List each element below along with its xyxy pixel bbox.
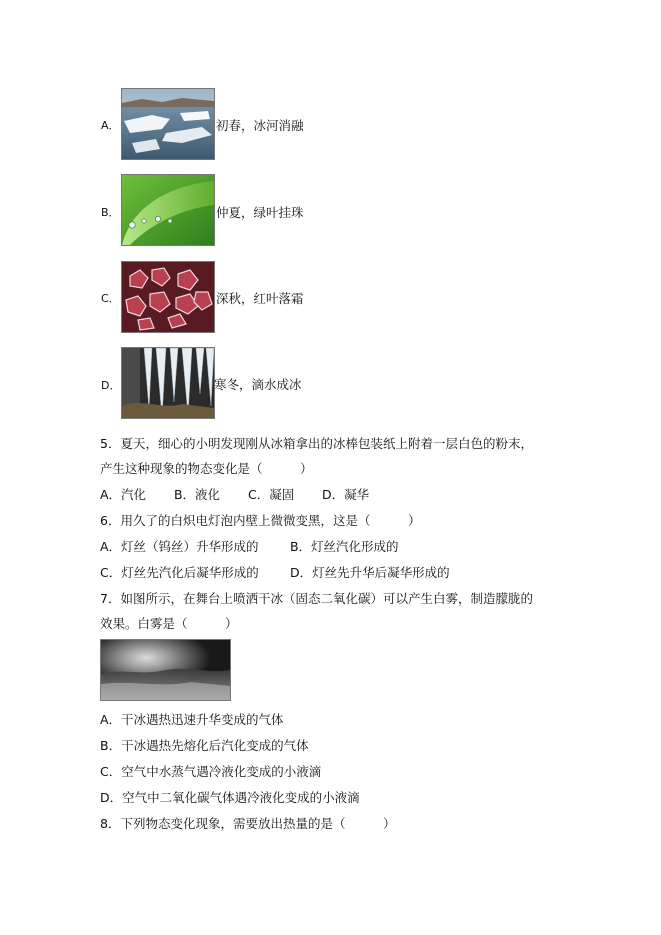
option-caption: 仲夏，绿叶挂珠 — [216, 205, 304, 220]
option-a: A．汽化 — [100, 487, 147, 502]
option-d: D．空气中二氧化碳气体遇冷液化变成的小液滴 — [100, 790, 360, 805]
option-caption: 寒冬，滴水成冰 — [214, 377, 302, 392]
options-row — [100, 485, 369, 503]
option-a: A．灯丝（钨丝）升华形成的 — [100, 539, 259, 554]
question-stem: 5．夏天，细心的小明发现刚从冰箱拿出的冰棒包装纸上附着一层白色的粉末， — [100, 436, 533, 451]
icicles-photo-icon — [121, 347, 215, 419]
frost-leaves-photo-icon — [121, 261, 215, 333]
ice-river-photo-icon — [121, 88, 215, 160]
option-b: B．干冰遇热先熔化后汽化变成的气体 — [100, 738, 309, 753]
stage-fog-photo-icon — [100, 639, 231, 701]
option-caption: 初春，冰河消融 — [216, 118, 304, 133]
option-letter: D． — [101, 379, 121, 392]
question-stem: 6．用久了的白炽电灯泡内壁上微微变黑，这是（ ） — [100, 513, 421, 528]
option-a: A．干冰遇热迅速升华变成的气体 — [100, 712, 284, 727]
option-d: D．凝华 — [321, 487, 370, 502]
option-d: D．灯丝先升华后凝华形成的 — [289, 565, 450, 580]
option-c: C．凝固 — [247, 487, 295, 502]
option-caption: 深秋，红叶落霜 — [216, 291, 304, 306]
option-b: B．灯丝汽化形成的 — [289, 539, 399, 554]
option-b: B．液化 — [173, 487, 221, 502]
option-letter: A． — [101, 119, 120, 132]
option-letter: C． — [101, 292, 120, 305]
dew-leaf-photo-icon — [121, 174, 215, 246]
question-stem: 8．下列物态变化现象，需要放出热量的是（ ） — [100, 816, 396, 831]
option-c: C．灯丝先汽化后凝华形成的 — [100, 565, 259, 580]
options-row — [100, 563, 450, 581]
options-row — [100, 537, 399, 555]
question-stem: 效果。白雾是（ ） — [100, 616, 238, 631]
option-c: C．空气中水蒸气遇冷液化变成的小液滴 — [100, 764, 322, 779]
question-stem: 产生这种现象的物态变化是（ ） — [100, 461, 313, 476]
question-stem: 7．如图所示，在舞台上喷洒干冰（固态二氧化碳）可以产生白雾，制造朦胧的 — [100, 591, 533, 606]
option-letter: B． — [101, 206, 120, 219]
